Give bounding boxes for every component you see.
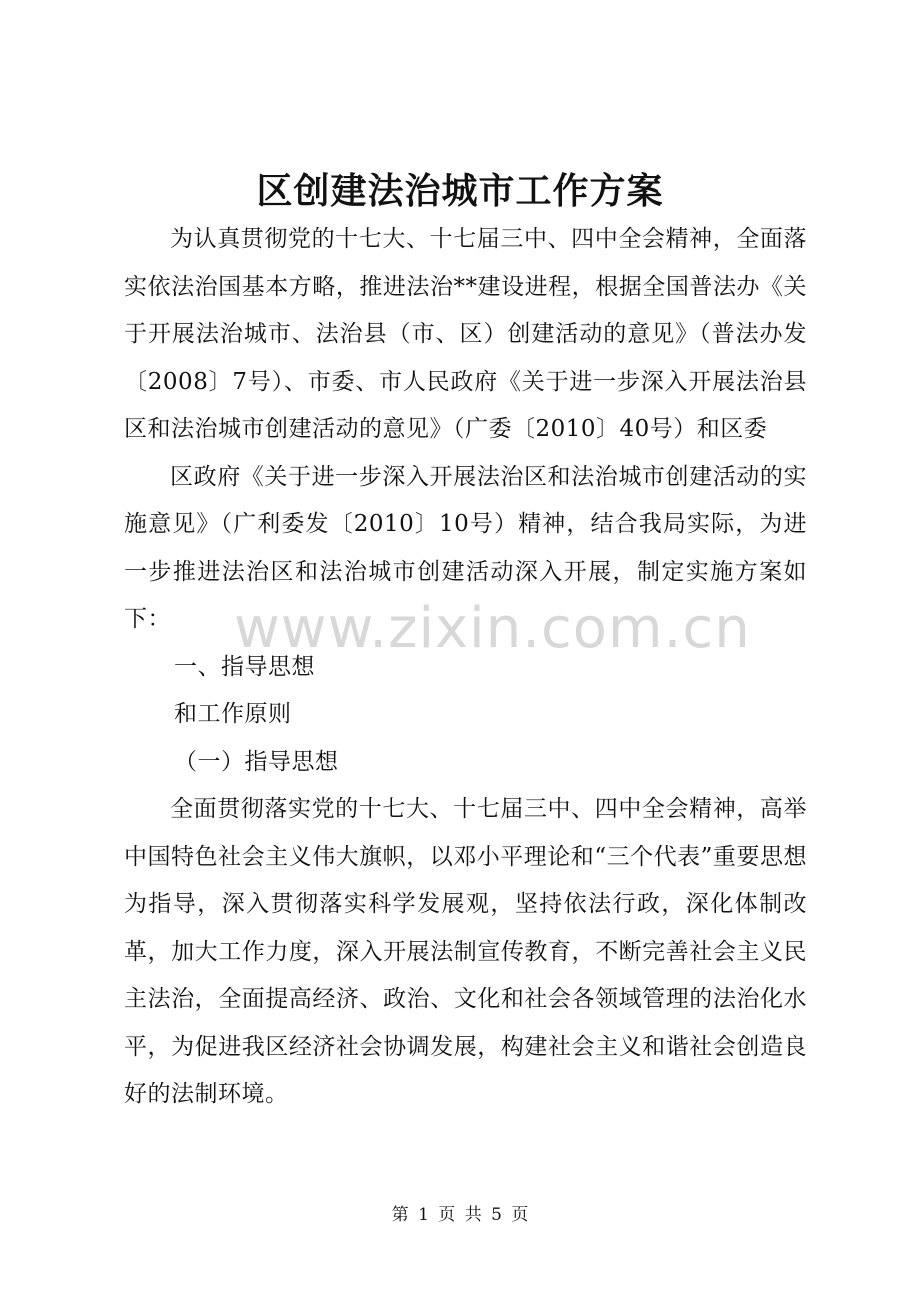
paragraph-basis: 区政府《关于进一步深入开展法治区和法治城市创建活动的实施意见》（广利委发〔2010〕10号）精神，结合我局实际，为进一步推进法治区和法治城市创建活动深入开展，制定实施方案如下：: [124, 463, 807, 632]
watermark: www.zixin.com.cn: [234, 596, 751, 661]
paragraph-intro: 为认真贯彻党的十七大、十七届三中、四中全会精神，全面落实依法治国基本方略，推进法治**建设进程，根据全国普法办《关于开展法治城市、法治县（市、区）创建活动的意见》（普法办发〔2008〕7号）、市委、市人民政府《关于进一步深入开展法治县区和法治城市创建活动的意见》（广委〔2010〕40号）和区委: [124, 226, 807, 442]
heading-guiding-thought: 一、指导思想: [174, 653, 315, 680]
document-title: 区创建法治城市工作方案: [256, 170, 664, 212]
page-footer: 第 1 页 共 5 页: [391, 1205, 529, 1225]
subheading-guiding-thought: （一）指导思想: [174, 748, 339, 775]
paragraph-guiding-thought: 全面贯彻落实党的十七大、十七届三中、四中全会精神，高举中国特色社会主义伟大旗帜，以邓小平理论和“三个代表”重要思想为指导，深入贯彻落实科学发展观，坚持依法行政，深化体制改革，加大工作力度，深入开展法制宣传教育，不断完善社会主义民主法治，全面提高经济、政治、文化和社会各领域管理的法治化水平，为促进我区经济社会协调发展，构建社会主义和谐社会创造良好的法制环境。: [124, 796, 807, 1107]
heading-work-principles: 和工作原则: [174, 701, 292, 727]
document-body: [124, 216, 807, 1119]
